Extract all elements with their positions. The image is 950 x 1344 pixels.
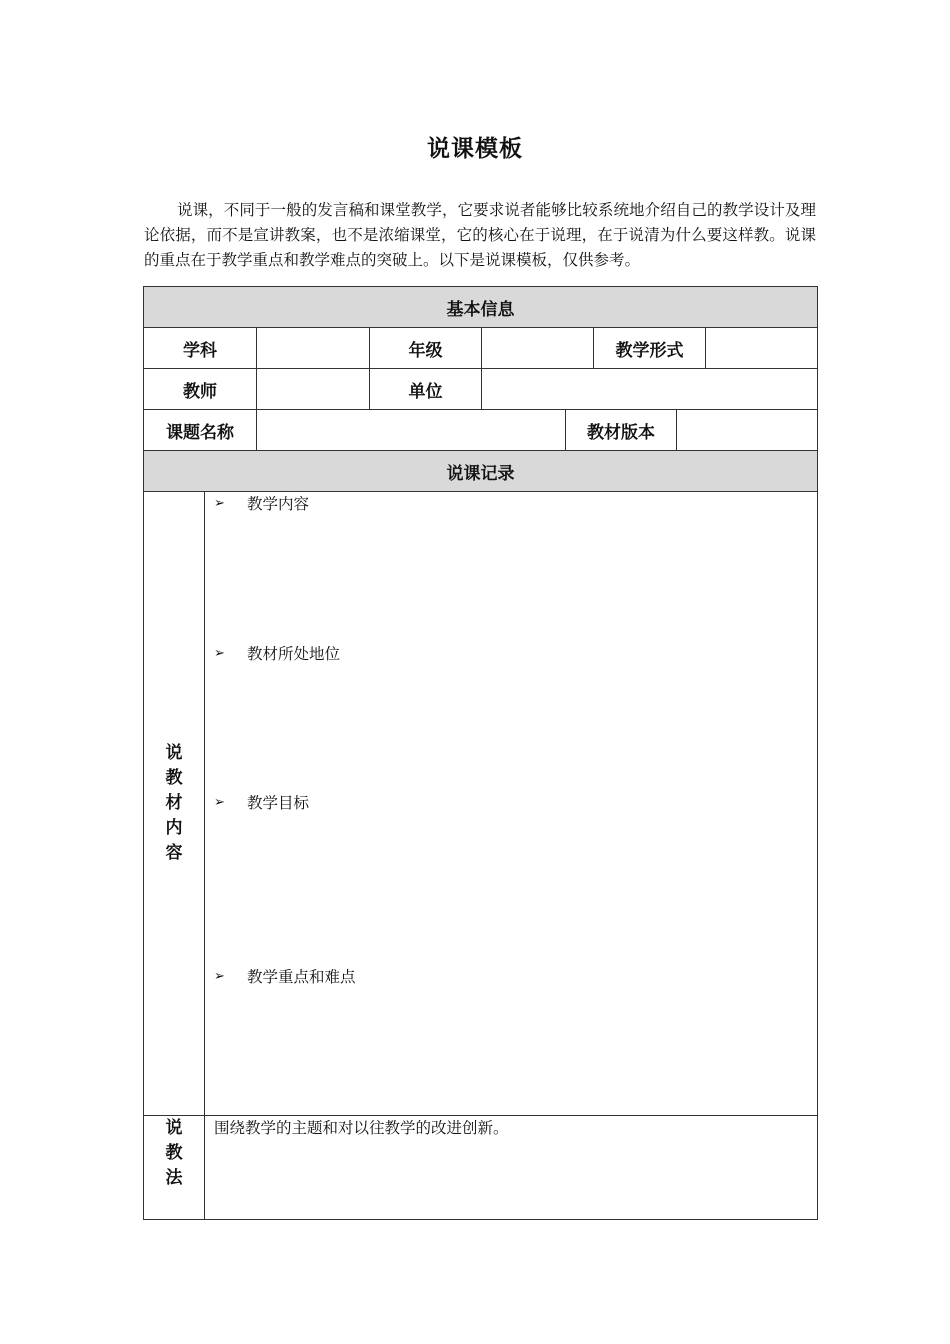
method-text: 围绕教学的主题和对以往教学的改进创新。	[214, 1119, 509, 1137]
unit-input-cell[interactable]	[481, 368, 818, 410]
topic-label: 课题名称	[166, 422, 234, 443]
teacher-label-cell	[143, 368, 257, 410]
material-item-text: 教学内容	[247, 495, 310, 513]
form-input-cell[interactable]	[705, 327, 818, 369]
teacher-input-cell[interactable]	[256, 368, 370, 410]
material-item	[214, 792, 309, 814]
grade-input-cell[interactable]	[481, 327, 594, 369]
material-item-text: 教学重点和难点	[247, 968, 356, 986]
intro-paragraph: 说课，不同于一般的发言稿和课堂教学，它要求说者能够比较系统地介绍自己的教学设计及理论依据，而不是宣讲教案，也不是浓缩课堂，它的核心在于说理，在于说清为什么要这样教。说课的重点在于教学重点和教学难点的突破上。以下是说课模板，仅供参考。	[144, 201, 816, 269]
method-label-cell	[143, 1115, 205, 1220]
teacher-label: 教师	[183, 381, 217, 402]
grade-label-cell	[369, 327, 482, 369]
form-label: 教学形式	[615, 340, 684, 361]
record-header-text: 说课记录	[446, 463, 515, 484]
record-header	[143, 450, 818, 492]
material-item	[214, 493, 309, 515]
method-label: 说教法	[165, 1118, 183, 1188]
topic-label-cell	[143, 409, 257, 451]
unit-label: 单位	[408, 381, 443, 402]
material-item-text: 教材所处地位	[247, 645, 341, 663]
basic-info-header-text: 基本信息	[446, 299, 515, 320]
edition-label-cell	[565, 409, 677, 451]
arrow-bullet-icon: ➢	[214, 969, 225, 984]
unit-label-cell	[369, 368, 482, 410]
basic-info-header	[143, 286, 818, 328]
page-title: 说课模板	[427, 136, 523, 162]
subject-input-cell[interactable]	[256, 327, 370, 369]
edition-label: 教材版本	[587, 422, 655, 443]
arrow-bullet-icon: ➢	[214, 496, 225, 511]
material-item	[214, 643, 340, 665]
subject-label: 学科	[183, 340, 217, 361]
grade-label: 年级	[408, 340, 443, 361]
arrow-bullet-icon: ➢	[214, 795, 225, 810]
edition-input-cell[interactable]	[676, 409, 818, 451]
subject-label-cell	[143, 327, 257, 369]
material-item-text: 教学目标	[247, 794, 310, 812]
arrow-bullet-icon: ➢	[214, 646, 225, 661]
material-item	[214, 966, 356, 988]
material-label-cell	[143, 491, 205, 1116]
form-label-cell	[593, 327, 706, 369]
topic-input-cell[interactable]	[256, 409, 566, 451]
material-label: 说教材内容	[165, 743, 183, 863]
